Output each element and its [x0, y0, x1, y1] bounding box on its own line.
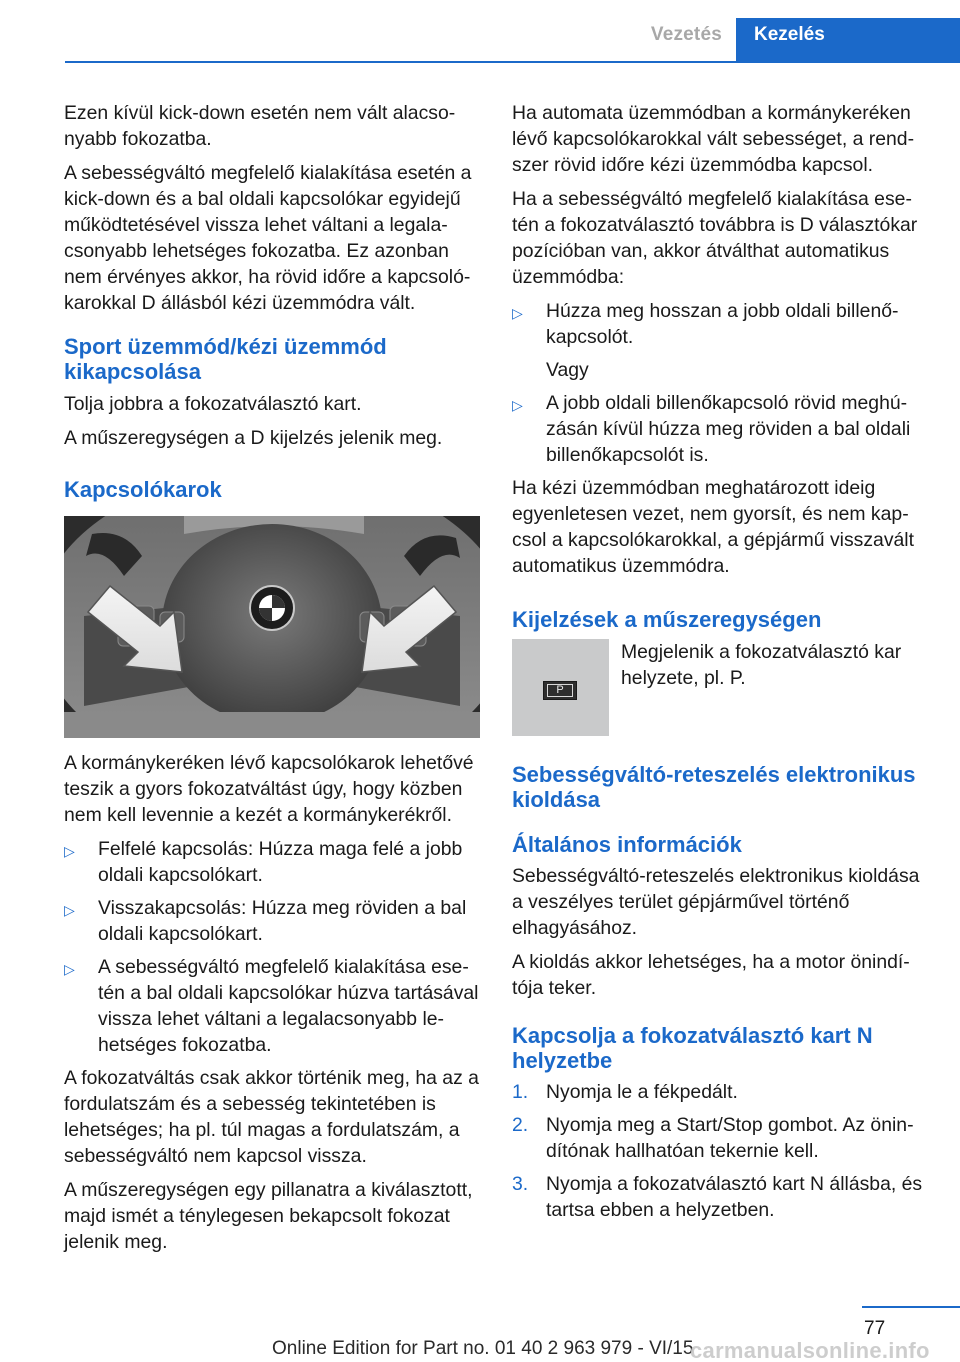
heading-sport-mode: Sport üzemmód/kézi üzemmód kikapcsolása: [64, 334, 387, 384]
tab-kezeles[interactable]: Kezelés: [736, 18, 960, 62]
right-column: [512, 100, 930, 1230]
triangle-bullet-icon: ▷: [512, 305, 523, 321]
edition-info: Online Edition for Part no. 01 40 2 963 979 - VI/15: [272, 1338, 694, 1359]
list-item: ▷ Felfelé kapcsolás: Húzza maga felé a jobb oldali kapcsolókart.: [64, 838, 463, 886]
list-item: ▷ Visszakapcsolás: Húzza meg röviden a bal oldali kapcsolókart.: [64, 897, 467, 945]
page-number: 77: [864, 1318, 886, 1339]
paragraph: A kormánykeréken lévő kapcsolókarok lehetővé teszik a gyors fokozatváltást úgy, hogy közben nem kell levennie a kezét a kormánykerékről.: [64, 752, 474, 826]
display-description: Megjelenik a fokozatválasztó kar helyzete, pl. P.: [621, 641, 902, 689]
list-item: 3. Nyomja a fokozatválasztó kart N állásba, és tartsa ebben a helyzetben.: [512, 1173, 923, 1221]
paragraph: Ezen kívül kick-down esetén nem vált alacsonyabb fokozatba.: [64, 102, 456, 150]
list-item: ▷ A sebességváltó megfelelő kialakítása esetén a bal oldali kapcsolókar húzva tartásával vissza lehet váltani a legalacsonyabb lehetséges fokozatba.: [64, 956, 479, 1056]
page-header: [0, 0, 960, 62]
triangle-bullet-icon: ▷: [64, 843, 75, 859]
heading-lock-release: Sebességváltó-reteszelés elektronikus kioldása: [512, 762, 916, 812]
paragraph: A fokozatváltás csak akkor történik meg, ha az a fordulatszám és a sebesség tekintetében is lehetséges; ha pl. túl magas a fordulatszám, a sebességváltó nem kapcsol vissza.: [64, 1067, 479, 1167]
paragraph: Tolja jobbra a fokozatválasztó kart.: [64, 393, 362, 415]
or-label: Vagy: [546, 359, 589, 381]
tab-vezetes[interactable]: Vezetés: [650, 24, 722, 45]
footer-rule: [862, 1306, 960, 1308]
display-indicator-row: [512, 639, 930, 736]
triangle-bullet-icon: ▷: [64, 961, 75, 977]
list-item: ▷ Húzza meg hosszan a jobb oldali billenőkapcsolót.: [512, 300, 899, 348]
watermark: carmanualsonline.info: [690, 1338, 930, 1362]
header-rule: [65, 61, 960, 63]
paragraph: A sebességváltó megfelelő kialakítása esetén a kick-down és a bal oldali kapcsolókar egyidejű működtetésével vissza lehet váltani a legalacsonyabb lehetséges fokozatba. Ez azonban nem érvényes akkor, ha rövid időre a kapcsolókarokkal D állásból kézi üzemmódra vált.: [64, 162, 472, 314]
paragraph: A kioldás akkor lehetséges, ha a motor önindítója teker.: [512, 951, 910, 999]
left-column: [64, 100, 480, 1263]
paragraph: A műszeregységen a D kijelzés jelenik meg.: [64, 427, 443, 449]
list-item: 2. Nyomja meg a Start/Stop gombot. Az önindítónak hallhatóan tekernie kell.: [512, 1114, 914, 1162]
paragraph: A műszeregységen egy pillanatra a kiválasztott, majd ismét a ténylegesen bekapcsolt fokozat jelenik meg.: [64, 1179, 473, 1253]
paragraph: Ha automata üzemmódban a kormánykeréken lévő kapcsolókarokkal vált sebességet, a rendszer rövid időre kézi üzemmódba kapcsol.: [512, 102, 915, 176]
list-item: ▷ A jobb oldali billenőkapcsoló rövid meghúzásán kívül húzza meg röviden a bal oldali billenőkapcsolót is.: [512, 392, 911, 466]
heading-shift-to-n: Kapcsolja a fokozatválasztó kart N helyzetbe: [512, 1023, 873, 1073]
gear-letter: P: [547, 684, 573, 697]
triangle-bullet-icon: ▷: [64, 902, 75, 918]
heading-general-info: Általános információk: [512, 832, 742, 857]
list-item: 1. Nyomja le a fékpedált.: [512, 1081, 738, 1103]
paragraph: Sebességváltó-reteszelés elektronikus kioldása a veszélyes terület gépjárművel történő elhagyásához.: [512, 865, 920, 939]
paragraph: Ha kézi üzemmódban meghatározott ideig egyenletesen vezet, nem gyorsít, és nem kapcsol a kapcsolókarokkal, a gépjármű visszavált automatikus üzemmódra.: [512, 477, 914, 577]
steering-wheel-photo: [64, 516, 480, 738]
gear-display-image: [512, 639, 609, 736]
paragraph: Ha a sebességváltó megfelelő kialakítása esetén a fokozatválasztó továbbra is D választókar pozícióban van, akkor átválthat automatikus üzemmódba:: [512, 188, 918, 288]
triangle-bullet-icon: ▷: [512, 397, 523, 413]
heading-paddles: Kapcsolókarok: [64, 477, 222, 502]
heading-instrument-display: Kijelzések a műszeregységen: [512, 607, 822, 632]
